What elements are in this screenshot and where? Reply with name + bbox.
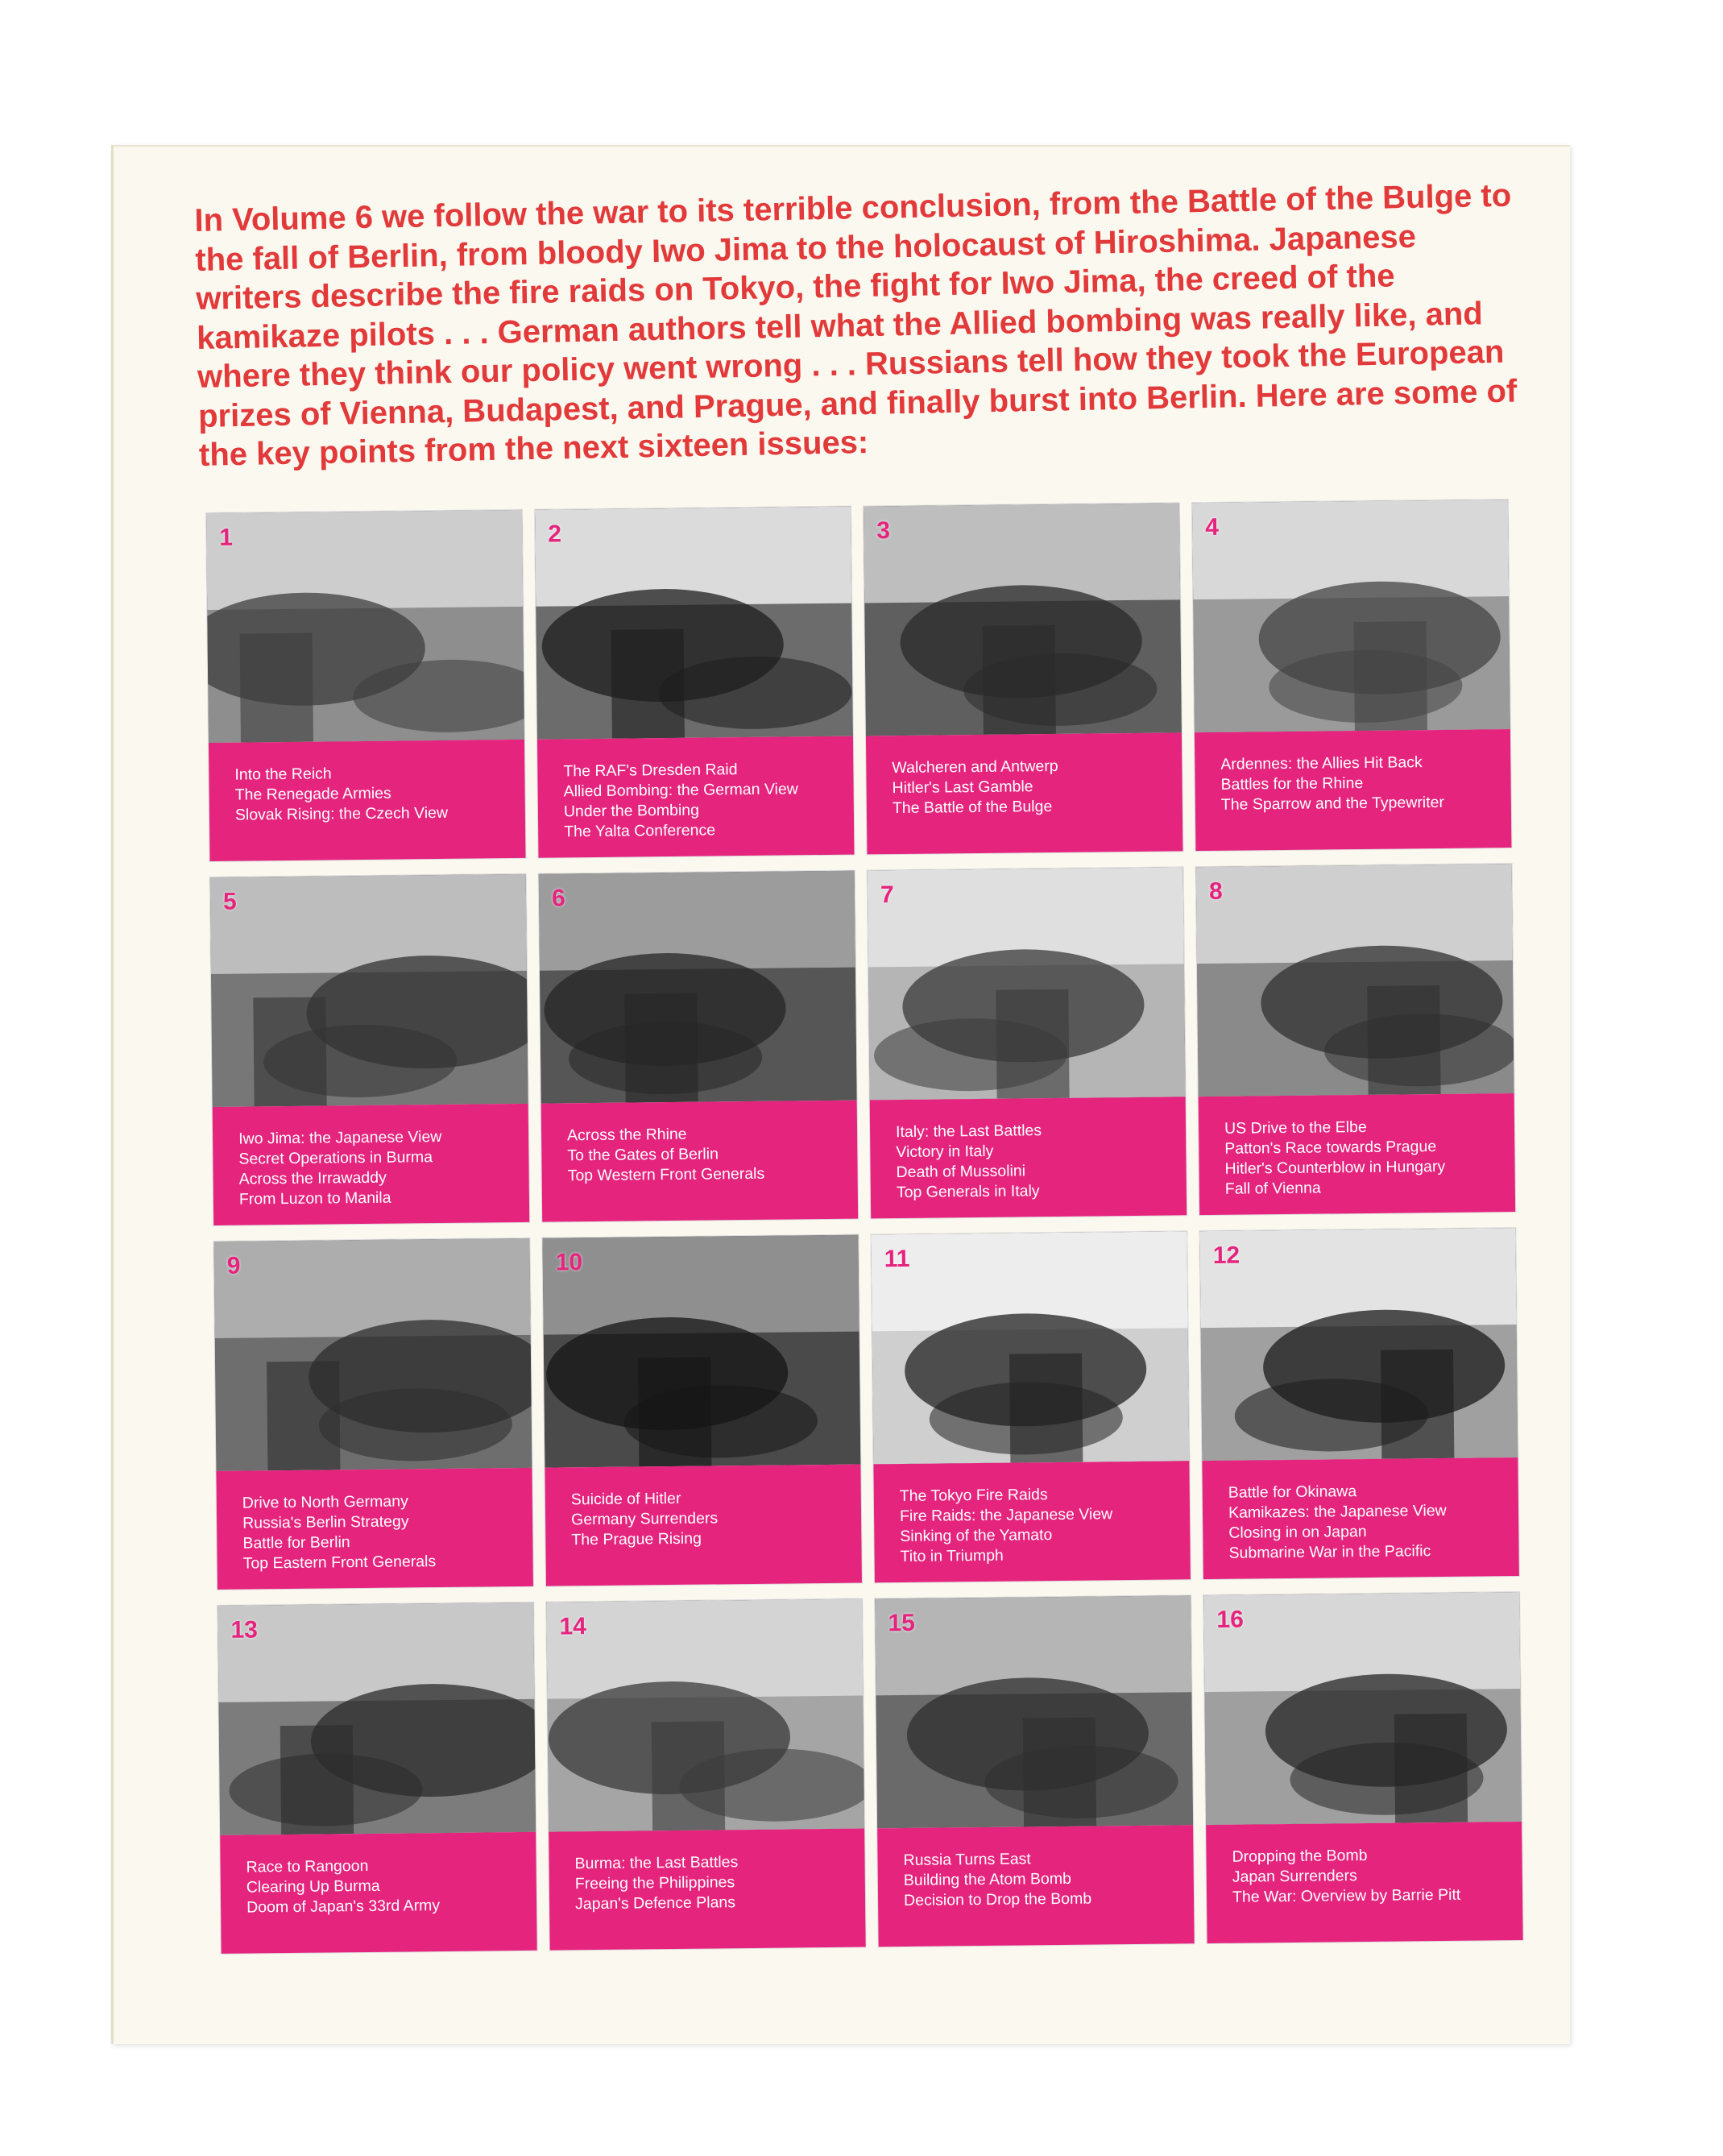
issue-photo xyxy=(875,1595,1193,1828)
caption-line: The Battle of the Bulge xyxy=(892,798,1053,818)
caption-line: Drive to North Germany xyxy=(242,1492,408,1512)
issue-card xyxy=(539,871,859,1222)
issue-caption xyxy=(541,1101,859,1222)
caption-line: Top Eastern Front Generals xyxy=(242,1553,437,1573)
caption-line: The Yalta Conference xyxy=(564,821,716,841)
caption-line: Hitler's Counterblow in Hungary xyxy=(1224,1157,1446,1178)
issue-number: 5 xyxy=(222,888,237,915)
issue-number: 7 xyxy=(880,881,894,909)
caption-line: Tito in Triumph xyxy=(900,1546,1004,1566)
caption-line: Battle for Berlin xyxy=(242,1533,350,1553)
issue-caption xyxy=(866,732,1183,854)
caption-line: Doom of Japan's 33rd Army xyxy=(246,1897,441,1917)
caption-line: Patton's Race towards Prague xyxy=(1224,1138,1437,1158)
issue-card xyxy=(217,1602,537,1954)
issue-card xyxy=(542,1235,862,1586)
caption-line: Decision to Drop the Bomb xyxy=(903,1889,1092,1910)
caption-line: Walcheren and Antwerp xyxy=(892,757,1058,777)
caption-line: The War: Overview by Barrie Pitt xyxy=(1232,1885,1461,1906)
issue-photo xyxy=(1203,1592,1522,1825)
caption-line: Freeing the Philippines xyxy=(574,1873,735,1893)
issue-caption xyxy=(870,1097,1187,1218)
issue-number: 8 xyxy=(1208,877,1223,905)
issue-number: 9 xyxy=(226,1252,241,1279)
issue-card xyxy=(868,867,1187,1218)
caption-line: Across the Irrawaddy xyxy=(238,1168,387,1188)
issue-caption xyxy=(877,1825,1195,1947)
issue-card xyxy=(1203,1592,1523,1943)
issue-number: 16 xyxy=(1216,1606,1244,1633)
issue-caption xyxy=(1195,729,1512,851)
caption-line: Death of Mussolini xyxy=(896,1162,1026,1182)
issue-caption xyxy=(545,1465,862,1586)
caption-line: Closing in on Japan xyxy=(1228,1522,1367,1542)
caption-line: Ardennes: the Allies Hit Back xyxy=(1220,753,1423,773)
caption-line: The Tokyo Fire Raids xyxy=(899,1486,1048,1506)
issue-caption xyxy=(1206,1822,1523,1943)
issue-caption xyxy=(209,740,526,861)
issue-number: 15 xyxy=(888,1609,916,1637)
issue-number: 11 xyxy=(884,1245,910,1273)
issue-photo xyxy=(546,1599,864,1832)
issue-photo xyxy=(542,1235,860,1468)
issue-number: 4 xyxy=(1205,513,1220,541)
issue-photo xyxy=(1192,500,1510,732)
caption-line: Russia's Berlin Strategy xyxy=(242,1512,409,1532)
issue-photo xyxy=(213,1238,532,1471)
issue-number: 10 xyxy=(555,1249,583,1276)
issue-number: 3 xyxy=(876,517,891,545)
caption-line: Hitler's Last Gamble xyxy=(892,777,1033,798)
issue-photo xyxy=(535,507,853,740)
issue-photo xyxy=(539,871,857,1104)
issue-photo xyxy=(868,867,1186,1100)
caption-line: Into the Reich xyxy=(234,765,332,784)
caption-line: Top Western Front Generals xyxy=(567,1164,765,1185)
issue-caption xyxy=(1199,1093,1516,1215)
caption-line: Italy: the Last Battles xyxy=(895,1122,1042,1142)
issue-card xyxy=(875,1595,1195,1947)
caption-line: Suicide of Hitler xyxy=(570,1489,681,1509)
issue-caption xyxy=(220,1832,537,1954)
caption-line: Allied Bombing: the German View xyxy=(563,780,798,801)
caption-line: Japan's Defence Plans xyxy=(574,1893,736,1913)
intro-paragraph: In Volume 6 we follow the war to its terrible conclusion, from the Battle of the Bulge to the fall of Berlin, from bloody Iwo Jima to the holocaust of Hiroshima. Japanese writers describe the fire raids on Tokyo, the fight for Iwo Jima, the creed of the kamikaze pilots . . . German authors tell what the Allied bombing was really like, and where they think our policy went wrong . . . Russians tell how they took the European prizes of Vienna, Budapest, and Prague, and finally burst into Berlin. Here are some of the key points from the next sixteen issues: xyxy=(194,177,1518,473)
issue-number: 14 xyxy=(559,1613,587,1640)
caption-line: Secret Operations in Burma xyxy=(238,1148,433,1168)
caption-line: Battles for the Rhine xyxy=(1220,773,1364,794)
issue-photo xyxy=(210,874,528,1107)
issue-photo xyxy=(1196,864,1514,1097)
issue-card xyxy=(871,1231,1191,1582)
issue-photo xyxy=(871,1231,1189,1464)
caption-line: Victory in Italy xyxy=(896,1142,994,1162)
issue-card xyxy=(1192,500,1512,851)
issue-card xyxy=(535,507,855,858)
caption-line: Race to Rangoon xyxy=(246,1856,369,1876)
caption-line: Top Generals in Italy xyxy=(896,1182,1040,1202)
caption-line: The RAF's Dresden Raid xyxy=(563,761,738,781)
issue-photo xyxy=(864,503,1182,736)
issue-grid xyxy=(206,500,1543,1954)
caption-line: Iwo Jima: the Japanese View xyxy=(238,1127,442,1148)
issue-card xyxy=(1196,864,1516,1215)
issue-card xyxy=(1199,1228,1519,1579)
caption-line: Russia Turns East xyxy=(903,1850,1031,1870)
caption-line: From Luzon to Manila xyxy=(238,1188,391,1209)
caption-line: Submarine War in the Pacific xyxy=(1228,1542,1431,1562)
caption-line: Kamikazes: the Japanese View xyxy=(1228,1501,1447,1522)
caption-line: Slovak Rising: the Czech View xyxy=(234,803,449,824)
issue-number: 1 xyxy=(219,524,234,551)
caption-line: To the Gates of Berlin xyxy=(567,1145,719,1165)
issue-caption xyxy=(216,1468,533,1590)
issue-number: 13 xyxy=(230,1616,259,1644)
caption-line: Japan Surrenders xyxy=(1232,1867,1357,1886)
issue-number: 6 xyxy=(551,885,565,912)
issue-caption xyxy=(213,1104,530,1225)
caption-line: Across the Rhine xyxy=(566,1125,687,1145)
issue-photo xyxy=(206,510,524,743)
issue-card xyxy=(864,503,1183,854)
caption-line: Fall of Vienna xyxy=(1224,1179,1321,1198)
issue-number: 12 xyxy=(1212,1242,1240,1269)
issue-card xyxy=(213,1238,533,1590)
issue-caption xyxy=(549,1829,866,1951)
issue-caption xyxy=(537,736,855,858)
caption-line: Sinking of the Yamato xyxy=(900,1526,1053,1546)
caption-line: The Prague Rising xyxy=(571,1529,702,1549)
caption-line: Burma: the Last Battles xyxy=(574,1853,739,1873)
issue-card xyxy=(210,874,530,1225)
issue-card xyxy=(206,510,526,861)
issue-photo xyxy=(1199,1228,1518,1461)
caption-line: The Renegade Armies xyxy=(234,784,391,804)
caption-line: Building the Atom Bomb xyxy=(903,1869,1072,1890)
issue-photo xyxy=(217,1602,536,1835)
caption-line: The Sparrow and the Typewriter xyxy=(1220,793,1445,814)
caption-line: Germany Surrenders xyxy=(570,1509,719,1529)
issue-card xyxy=(546,1599,866,1951)
caption-line: Clearing Up Burma xyxy=(246,1876,380,1897)
caption-line: Fire Raids: the Japanese View xyxy=(899,1505,1113,1526)
caption-line: Under the Bombing xyxy=(563,801,700,821)
caption-line: Dropping the Bomb xyxy=(1232,1846,1368,1866)
issue-caption xyxy=(873,1461,1191,1582)
magazine-back-cover xyxy=(111,145,1570,2044)
caption-line: Battle for Okinawa xyxy=(1228,1482,1357,1502)
issue-number: 2 xyxy=(548,520,562,548)
issue-caption xyxy=(1202,1457,1519,1579)
caption-line: US Drive to the Elbe xyxy=(1224,1117,1367,1138)
